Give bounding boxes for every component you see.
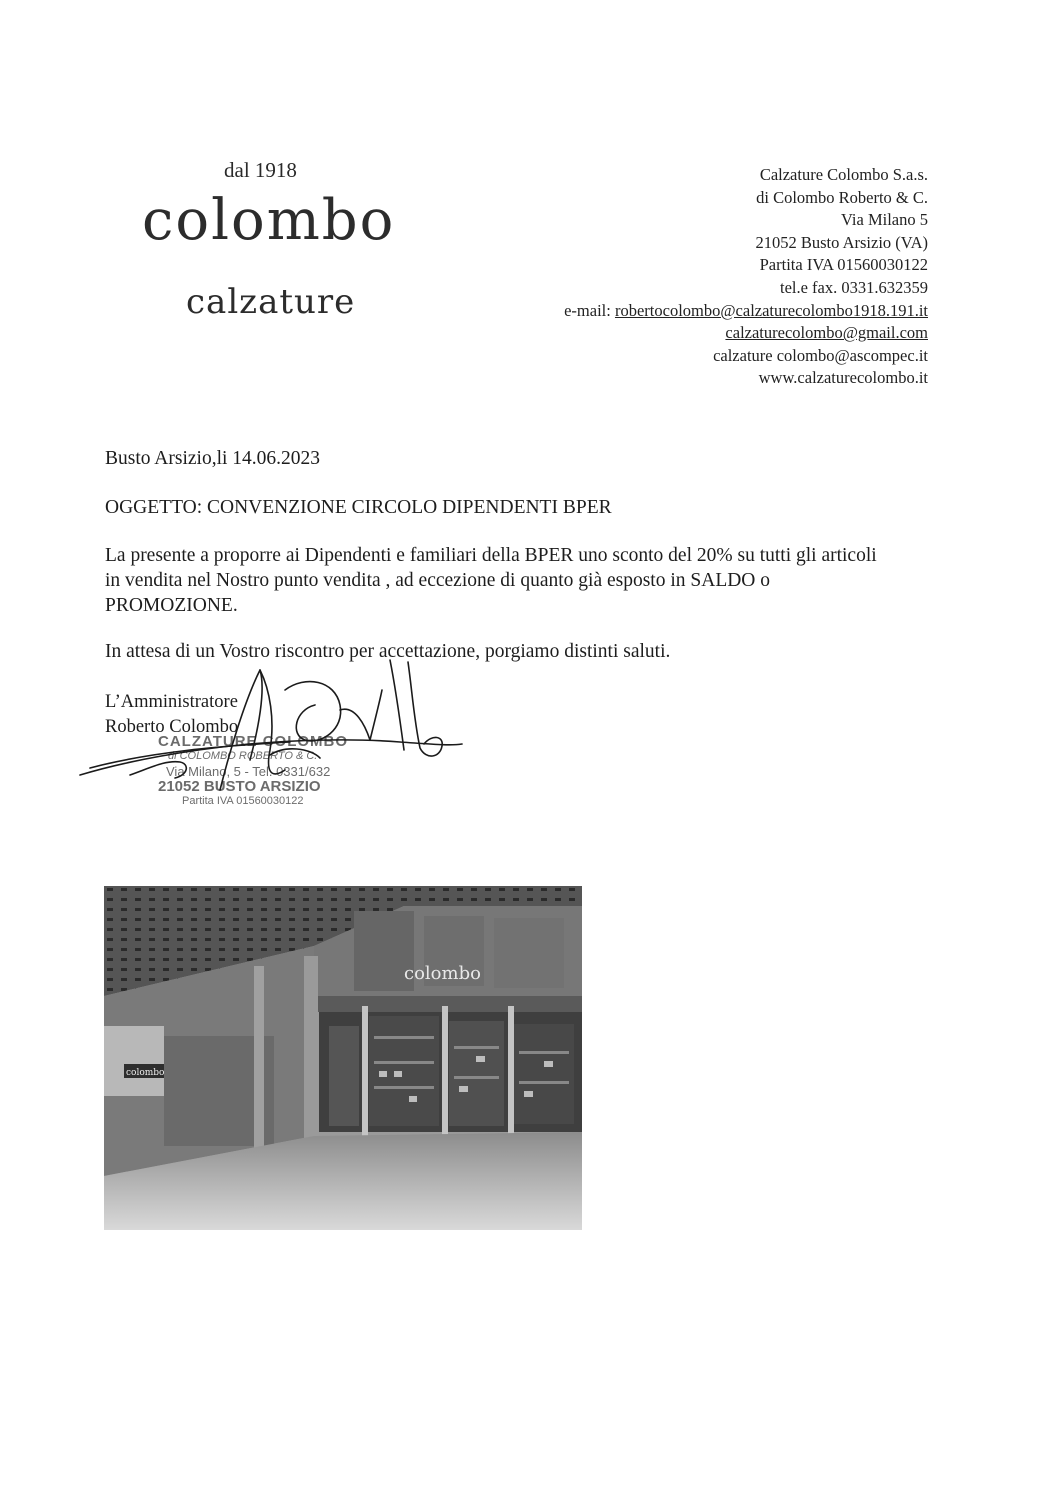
company-vat: Partita IVA 01560030122 [759,255,928,275]
company-owner: di Colombo Roberto & C. [756,187,928,207]
stamp-line: CALZATURE COLOMBO [158,733,349,750]
company-address-block [564,164,928,390]
company-street: Via Milano 5 [841,210,928,230]
store-photo [104,886,582,1230]
stamp-line: di COLOMBO ROBERTO & C. [168,750,318,762]
paragraph-line: in vendita nel Nostro punto vendita , ad eccezione di quanto già esposto in SALDO o [105,570,771,591]
store-sign: colombo [404,963,481,984]
company-city: 21052 Busto Arsizio (VA) [755,232,928,252]
pec-address: calzature colombo@ascompec.it [713,345,928,365]
email-link-primary[interactable]: robertocolombo@calzaturecolombo1918.191.it [614,300,928,320]
side-store-sign: colombo [126,1068,165,1078]
email-label: e-mail: [564,300,611,320]
signer-title: L’Amministratore [105,692,238,712]
stamp-line: Partita IVA 01560030122 [182,795,304,807]
brand-logo: colombo [142,188,396,253]
paragraph-line: PROMOZIONE. [105,595,238,616]
storefront-image [104,886,582,1230]
letter-subject: OGGETTO: CONVENZIONE CIRCOLO DIPENDENTI BPER [105,497,612,518]
letter-paragraph [105,543,975,618]
letter-date: Busto Arsizio,li 14.06.2023 [105,448,321,469]
handwritten-signature [70,650,470,800]
paragraph-line: La presente a proporre ai Dipendenti e familiari della BPER uno sconto del 20% su tutti gli articoli [105,545,877,566]
stamp-line: 21052 BUSTO ARSIZIO [158,778,321,795]
letter-closing: In attesa di un Vostro riscontro per accettazione, porgiamo distinti saluti. [105,641,671,662]
company-email-row [564,300,928,323]
company-name: Calzature Colombo S.a.s. [759,165,928,184]
website-link[interactable]: www.calzaturecolombo.it [758,368,928,388]
company-phone: tel.e fax. 0331.632359 [779,277,928,297]
signer-name: Roberto Colombo [105,717,239,737]
since-year: dal 1918 [224,158,297,182]
email-link-secondary[interactable]: calzaturecolombo@gmail.com [725,323,928,343]
brand-subtitle: calzature [186,282,356,322]
stamp-line: Via Milano, 5 - Tel. 0331/632 [166,764,331,779]
